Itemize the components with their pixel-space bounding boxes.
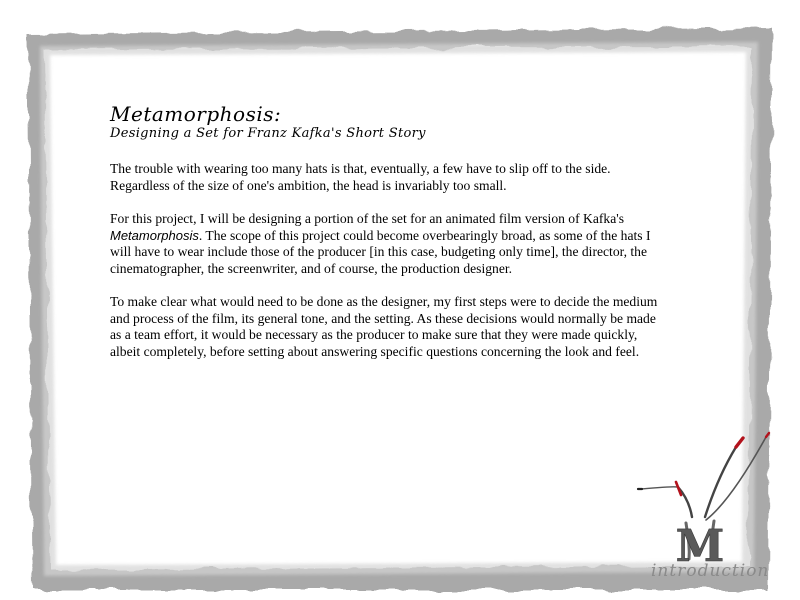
document-title: Metamorphosis:: [110, 102, 282, 126]
section-label: introduction: [651, 561, 770, 581]
paragraph-2-emphasis: Metamorphosis: [110, 227, 199, 243]
paragraph-2-text-before: For this project, I will be designing a portion of the set for an animated film version of Kafka's: [110, 211, 624, 226]
paragraph-3: To make clear what would need to be done as the designer, my first steps were to decide the medium and process of the film, its general tone, and the setting. As these decisions would normally be made as a team effort, it would be necessary as the producer to make sure that they were made quickly, albeit completely, before setting about answering specific questions concerning the look and feel.: [110, 294, 658, 359]
document-subtitle: Designing a Set for Franz Kafka's Short Story: [110, 126, 426, 141]
paragraph-2-text-after: . The scope of this project could become overbearingly broad, as some of the hats I will have to wear include those of the producer [in this case, budgeting only time], the director, the cinematographer, the screenwriter, and of course, the production designer.: [110, 227, 651, 276]
logo-letter: M: [675, 521, 725, 572]
document-body: [110, 103, 670, 377]
paragraph-2: [110, 211, 670, 277]
paragraph-1: The trouble with wearing too many hats is that, eventually, a few have to slip off to the side. Regardless of the size of one's ambition, the head is invariably too small.: [110, 161, 611, 193]
